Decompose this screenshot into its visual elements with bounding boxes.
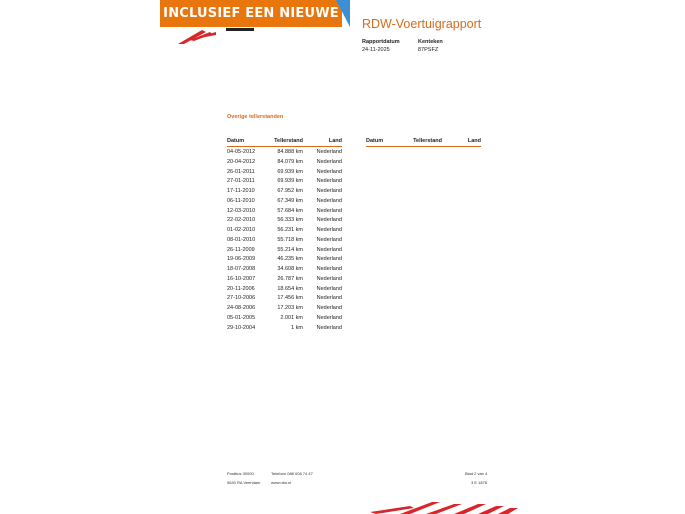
table-row xyxy=(227,284,342,294)
table-row xyxy=(227,157,342,167)
cell-tellerstand: 69.939 km xyxy=(277,178,303,185)
cell-tellerstand: 18.654 km xyxy=(277,285,303,292)
table-row xyxy=(227,264,342,274)
cell-land: Nederland xyxy=(316,217,342,224)
table-row xyxy=(227,254,342,264)
cell-land: Nederland xyxy=(316,275,342,282)
cell-tellerstand: 17.456 km xyxy=(277,295,303,302)
header-land: Land xyxy=(467,138,481,144)
cell-land: Nederland xyxy=(316,256,342,263)
table-row xyxy=(227,147,342,157)
rdw-logo-icon xyxy=(176,26,256,46)
cell-datum: 12-03-2010 xyxy=(227,207,256,214)
rdw-stripes-icon xyxy=(370,500,530,514)
table-row xyxy=(227,313,342,323)
cell-tellerstand: 17.203 km xyxy=(277,305,303,311)
cell-datum: 26-01-2011 xyxy=(227,168,255,175)
table-body xyxy=(227,147,342,332)
odometer-table-right xyxy=(366,138,481,147)
cell-land: Nederland xyxy=(316,178,342,185)
kenteken-label: Kenteken xyxy=(418,39,443,45)
cell-datum: 17-11-2010 xyxy=(227,188,255,194)
cell-datum: 20-11-2006 xyxy=(227,285,255,292)
table-row xyxy=(227,215,342,225)
cell-datum: 26-11-2009 xyxy=(227,246,255,253)
cell-land: Nederland xyxy=(316,305,342,311)
cell-tellerstand: 55.214 km xyxy=(277,246,303,253)
cell-datum: 06-11-2010 xyxy=(227,197,255,204)
header-land: Land xyxy=(328,138,342,144)
cell-datum: 16-10-2007 xyxy=(227,275,256,282)
kenteken-value: 87PSFZ xyxy=(418,47,439,53)
footer-web[interactable]: www.rdw.nl xyxy=(271,480,292,485)
table-row xyxy=(227,293,342,303)
cell-datum: 05-01-2005 xyxy=(227,314,256,321)
cell-tellerstand: 26.787 km xyxy=(277,275,303,282)
cell-tellerstand: 46.235 km xyxy=(277,256,303,263)
footer-page-number: Blad 2 van 4 xyxy=(465,471,488,476)
table-row xyxy=(227,206,342,216)
table-row xyxy=(227,186,342,196)
cell-datum: 04-05-2012 xyxy=(227,149,256,155)
cell-datum: 22-02-2010 xyxy=(227,217,256,224)
footer-telefoon: Telefoon 088 008 74 47 xyxy=(271,471,313,476)
footer-code: 3 E 1878 xyxy=(471,480,488,485)
table-row xyxy=(227,176,342,186)
cell-land: Nederland xyxy=(316,188,342,194)
cell-land: Nederland xyxy=(316,246,342,253)
cell-tellerstand: 57.684 km xyxy=(277,207,303,214)
cell-tellerstand: 69.939 km xyxy=(277,168,303,175)
cell-datum: 19-06-2009 xyxy=(227,256,256,263)
cell-datum: 29-10-2004 xyxy=(227,324,256,331)
cell-tellerstand: 67.349 km xyxy=(277,197,303,204)
header-tellerstand: Tellerstand xyxy=(274,138,303,144)
cell-tellerstand: 56.231 km xyxy=(277,227,303,233)
cell-land: Nederland xyxy=(316,266,342,272)
cell-datum: 08-01-2010 xyxy=(227,236,256,243)
table-row xyxy=(227,225,342,235)
cell-land: Nederland xyxy=(316,197,342,204)
cell-land: Nederland xyxy=(316,158,342,165)
rapportdatum-label: Rapportdatum xyxy=(362,39,400,45)
table-row xyxy=(227,235,342,245)
cell-land: Nederland xyxy=(316,324,342,331)
banner-edge-accent xyxy=(336,0,350,27)
cell-tellerstand: 2.001 km xyxy=(280,314,303,321)
cell-tellerstand: 56.333 km xyxy=(277,217,303,224)
cell-tellerstand: 1 km xyxy=(291,324,303,331)
cell-tellerstand: 55.718 km xyxy=(277,236,303,243)
cell-datum: 24-08-2006 xyxy=(227,305,256,311)
header-datum: Datum xyxy=(366,138,384,144)
cell-datum: 27-10-2006 xyxy=(227,295,256,302)
table-row xyxy=(227,167,342,177)
promo-banner: INCLUSIEF EEN NIEUWE APK xyxy=(160,0,342,27)
cell-tellerstand: 67.952 km xyxy=(277,188,303,194)
cell-datum: 20-04-2012 xyxy=(227,158,256,165)
cell-land: Nederland xyxy=(316,295,342,302)
cell-datum: 27-01-2011 xyxy=(227,178,255,185)
table-row xyxy=(227,303,342,313)
report-title: RDW-Voertuigrapport xyxy=(362,17,482,31)
table-row xyxy=(227,274,342,284)
cell-tellerstand: 34.608 km xyxy=(277,266,303,272)
header-datum: Datum xyxy=(227,138,245,144)
cell-land: Nederland xyxy=(316,314,342,321)
footer-postbus: Postbus 30000 xyxy=(227,471,254,476)
cell-land: Nederland xyxy=(316,168,342,175)
cell-datum: 18-07-2008 xyxy=(227,266,256,272)
table-header xyxy=(227,138,342,147)
rapportdatum-value: 24-11-2025 xyxy=(362,47,390,53)
table-row xyxy=(227,196,342,206)
cell-land: Nederland xyxy=(316,236,342,243)
cell-tellerstand: 84.079 km xyxy=(277,158,303,165)
footer-plaats: 9640 RA Veendam xyxy=(227,480,261,485)
odometer-table-left xyxy=(227,138,342,332)
cell-land: Nederland xyxy=(316,149,342,155)
cell-land: Nederland xyxy=(316,207,342,214)
table-row xyxy=(227,323,342,333)
cell-land: Nederland xyxy=(316,227,342,233)
header-tellerstand: Tellerstand xyxy=(413,138,442,144)
cell-datum: 01-02-2010 xyxy=(227,227,256,233)
table-row xyxy=(227,245,342,255)
section-title: Overige tellerstanden xyxy=(227,114,284,120)
cell-tellerstand: 84.888 km xyxy=(277,149,303,155)
table-header xyxy=(366,138,481,147)
cell-land: Nederland xyxy=(316,285,342,292)
